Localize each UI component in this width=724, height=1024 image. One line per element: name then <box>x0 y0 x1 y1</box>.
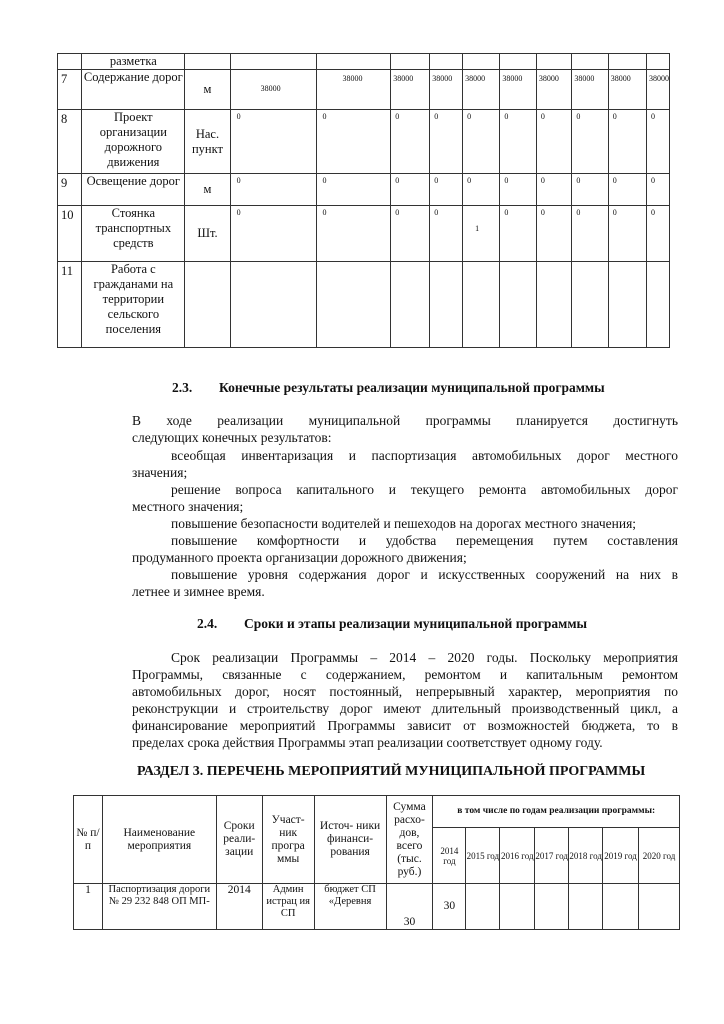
value-cell <box>230 262 316 348</box>
value-text: 0 <box>612 112 617 121</box>
value-text <box>463 262 499 264</box>
value-text <box>609 54 646 56</box>
section-3-title: РАЗДЕЛ 3. ПЕРЕЧЕНЬ МЕРОПРИЯТИЙ МУНИЦИПАЛЬНОЙ ПРОГРАММЫ <box>137 764 646 779</box>
value-text: 0 <box>236 176 241 185</box>
value-text: 0 <box>395 112 400 121</box>
value-text: 0 <box>504 112 509 121</box>
value-cell <box>391 206 430 262</box>
value-text <box>317 54 391 56</box>
header-year: 2016 год <box>500 828 535 884</box>
value-text <box>572 54 607 56</box>
value-cell <box>647 54 670 70</box>
row-unit <box>185 262 230 348</box>
value-text <box>572 262 607 264</box>
value-text: 0 <box>540 208 545 217</box>
row-unit <box>185 54 230 70</box>
result-item-cont: продуманного проекта организации дорожного движения; <box>132 550 467 565</box>
value-cell <box>536 54 572 70</box>
term-paragraph-cont: автомобильных дорог, носят постоянный, непрерывный характер, мероприятия по <box>132 684 678 699</box>
value-text: 38000 <box>502 74 523 83</box>
value-text: 0 <box>395 208 400 217</box>
value-cell <box>316 70 391 110</box>
value-cell <box>500 54 536 70</box>
value-cell <box>647 174 670 206</box>
value-cell <box>572 70 608 110</box>
value-cell <box>647 206 670 262</box>
value-text <box>430 54 462 56</box>
header-source: Источ- ники финанси- рования <box>314 796 386 884</box>
value-cell <box>230 174 316 206</box>
value-text: 38000 <box>342 74 363 83</box>
header-years: в том числе по годам реализации программы: <box>433 796 680 828</box>
header-sum: Сумма расхо- дов, всего (тыс. руб.) <box>386 796 433 884</box>
table-row <box>58 54 670 70</box>
header-participant: Участ- ник програ ммы <box>262 796 314 884</box>
table-row <box>58 110 670 174</box>
value-text <box>537 262 572 264</box>
value-text: 1 <box>475 224 480 233</box>
row-unit: Шт. <box>185 206 230 262</box>
value-cell <box>647 110 670 174</box>
value-text: 0 <box>322 176 327 185</box>
value-cell <box>463 54 500 70</box>
value-cell <box>230 54 316 70</box>
value-text <box>647 262 669 264</box>
header-name: Наименование мероприятия <box>102 796 216 884</box>
value-cell <box>316 110 391 174</box>
row-number: 9 <box>58 174 82 206</box>
row-name: разметка <box>82 54 185 70</box>
row-number: 10 <box>58 206 82 262</box>
section-2-3-intro-cont: следующих конечных результатов: <box>132 430 332 445</box>
value-cell <box>608 70 646 110</box>
result-item: повышение безопасности водителей и пешеходов на дорогах местного значения; <box>171 516 637 531</box>
row-source: бюджет СП «Деревня <box>314 884 386 930</box>
value-text: 0 <box>651 208 655 217</box>
value-text: 0 <box>540 112 545 121</box>
value-text <box>500 262 535 264</box>
term-paragraph: Срок реализации Программы – 2014 – 2020 годы. Поскольку мероприятия <box>171 650 678 665</box>
value-cell <box>430 206 463 262</box>
value-text <box>500 54 535 56</box>
row-y2018 <box>569 884 603 930</box>
value-cell <box>500 110 536 174</box>
row-y2019 <box>603 884 639 930</box>
value-text: 0 <box>504 208 509 217</box>
row-y2015 <box>466 884 500 930</box>
row-y2014: 30 <box>433 884 466 930</box>
value-cell <box>430 70 463 110</box>
value-text: 0 <box>395 176 400 185</box>
header-year: 2014 год <box>433 828 466 884</box>
row-y2020 <box>639 884 680 930</box>
result-item: повышение уровня содержания дорог и искусственных сооружений на них в <box>171 567 678 582</box>
value-cell <box>430 174 463 206</box>
value-text: 38000 <box>610 74 631 83</box>
row-unit: м <box>185 174 230 206</box>
row-name: Освещение дорог <box>82 174 185 206</box>
value-text: 38000 <box>538 74 559 83</box>
value-text: 0 <box>467 176 472 185</box>
value-cell <box>463 262 500 348</box>
term-paragraph-cont: реконструкции и строительству дорог имеют длительный производственный цикл, а <box>132 701 678 716</box>
value-cell <box>430 262 463 348</box>
value-text: 0 <box>322 208 327 217</box>
value-cell <box>463 206 500 262</box>
activities-table <box>73 795 680 930</box>
result-item-cont: местного значения; <box>132 499 244 514</box>
value-text: 38000 <box>649 74 669 83</box>
value-text <box>463 54 499 56</box>
term-paragraph-cont: финансирование мероприятий Программы зависит от возможностей бюджета, то в <box>132 718 678 733</box>
value-cell <box>608 262 646 348</box>
row-name: Содержание дорог <box>82 70 185 110</box>
value-cell <box>608 206 646 262</box>
value-cell <box>608 54 646 70</box>
value-cell <box>572 262 608 348</box>
result-item: повышение комфортности и удобства перемещения путем составления <box>171 533 678 548</box>
value-cell <box>572 110 608 174</box>
value-text <box>317 262 391 264</box>
value-text: 0 <box>612 176 617 185</box>
row-number: 7 <box>58 70 82 110</box>
value-text <box>391 54 429 56</box>
value-cell <box>230 206 316 262</box>
section-2-4-number: 2.4. <box>197 616 218 631</box>
value-text: 38000 <box>574 74 595 83</box>
result-item: решение вопроса капитального и текущего ремонта автомобильных дорог <box>171 482 678 497</box>
value-cell <box>500 174 536 206</box>
value-text: 0 <box>651 112 655 121</box>
value-text: 38000 <box>260 84 281 93</box>
value-text: 0 <box>576 176 581 185</box>
value-text: 0 <box>651 176 655 185</box>
row-name: Паспортизация дороги № 29 232 848 ОП МП- <box>102 884 216 930</box>
value-text: 0 <box>576 208 581 217</box>
value-cell <box>316 206 391 262</box>
value-text: 0 <box>322 112 327 121</box>
value-cell <box>500 70 536 110</box>
result-item-cont: значения; <box>132 465 188 480</box>
value-text: 38000 <box>465 74 486 83</box>
header-year: 2019 год <box>603 828 639 884</box>
value-cell <box>230 110 316 174</box>
value-cell <box>536 262 572 348</box>
value-cell <box>500 206 536 262</box>
row-name: Работа с гражданами на территории сельского поселения <box>82 262 185 348</box>
value-text <box>609 262 646 264</box>
value-cell <box>316 54 391 70</box>
value-text: 0 <box>434 112 439 121</box>
indicators-table <box>57 53 670 348</box>
result-item-cont: летнее и зимнее время. <box>132 584 265 599</box>
table-row <box>58 70 670 110</box>
value-cell <box>391 262 430 348</box>
value-cell <box>463 174 500 206</box>
row-num: 1 <box>74 884 103 930</box>
value-text: 0 <box>576 112 581 121</box>
value-text: 0 <box>467 112 472 121</box>
value-text: 0 <box>236 208 241 217</box>
value-text <box>647 54 669 56</box>
value-text: 0 <box>540 176 545 185</box>
row-y2017 <box>535 884 569 930</box>
value-cell <box>391 174 430 206</box>
value-cell <box>391 70 430 110</box>
value-cell <box>536 70 572 110</box>
section-2-3-number: 2.3. <box>172 380 193 395</box>
value-cell <box>463 70 500 110</box>
header-year: 2017 год <box>535 828 569 884</box>
value-cell <box>430 110 463 174</box>
row-term: 2014 <box>216 884 262 930</box>
row-unit: Нас. пункт <box>185 110 230 174</box>
table-row <box>58 206 670 262</box>
value-text: 0 <box>504 176 509 185</box>
value-cell <box>391 110 430 174</box>
value-cell <box>500 262 536 348</box>
row-participant: Админ истрац ия СП <box>262 884 314 930</box>
row-number: 11 <box>58 262 82 348</box>
value-text <box>430 262 462 264</box>
value-text <box>391 262 429 264</box>
result-item: всеобщая инвентаризация и паспортизация автомобильных дорог местного <box>171 448 678 463</box>
row-unit: м <box>185 70 230 110</box>
header-num: № п/ п <box>74 796 103 884</box>
row-number <box>58 54 82 70</box>
row-name: Проект организации дорожного движения <box>82 110 185 174</box>
header-year: 2015 год <box>466 828 500 884</box>
value-text <box>231 54 316 56</box>
value-cell <box>608 110 646 174</box>
section-2-4-title: Сроки и этапы реализации муниципальной программы <box>244 616 588 631</box>
value-cell <box>430 54 463 70</box>
term-paragraph-cont: Программы, связанные с содержанием, ремонтом и капитальным ремонтом <box>132 667 678 682</box>
value-cell <box>647 70 670 110</box>
value-cell <box>536 206 572 262</box>
value-text <box>231 262 316 264</box>
value-text: 0 <box>434 176 439 185</box>
value-cell <box>536 110 572 174</box>
value-cell <box>316 262 391 348</box>
value-text <box>537 54 572 56</box>
table-row <box>58 262 670 348</box>
value-cell <box>647 262 670 348</box>
value-cell <box>572 54 608 70</box>
value-text: 0 <box>434 208 439 217</box>
value-cell <box>572 174 608 206</box>
table-row <box>58 174 670 206</box>
header-year: 2020 год <box>639 828 680 884</box>
value-cell <box>463 110 500 174</box>
row-y2016 <box>500 884 535 930</box>
value-text: 38000 <box>393 74 414 83</box>
value-cell <box>536 174 572 206</box>
header-year: 2018 год <box>569 828 603 884</box>
value-text: 38000 <box>432 74 453 83</box>
value-cell <box>316 174 391 206</box>
row-name: Стоянка транспортных средств <box>82 206 185 262</box>
value-cell <box>391 54 430 70</box>
value-cell <box>572 206 608 262</box>
header-term: Сроки реали- зации <box>216 796 262 884</box>
row-sum: 30 <box>386 884 433 930</box>
section-2-3-title: Конечные результаты реализации муниципальной программы <box>219 380 605 395</box>
value-cell <box>230 70 316 110</box>
value-cell <box>608 174 646 206</box>
value-text: 0 <box>236 112 241 121</box>
value-text: 0 <box>612 208 617 217</box>
row-number: 8 <box>58 110 82 174</box>
term-paragraph-cont: пределах срока действия Программы этап реализации соответствует одному году. <box>132 735 603 750</box>
section-2-3-intro: В ходе реализации муниципальной программы планируется достигнуть <box>132 413 678 428</box>
